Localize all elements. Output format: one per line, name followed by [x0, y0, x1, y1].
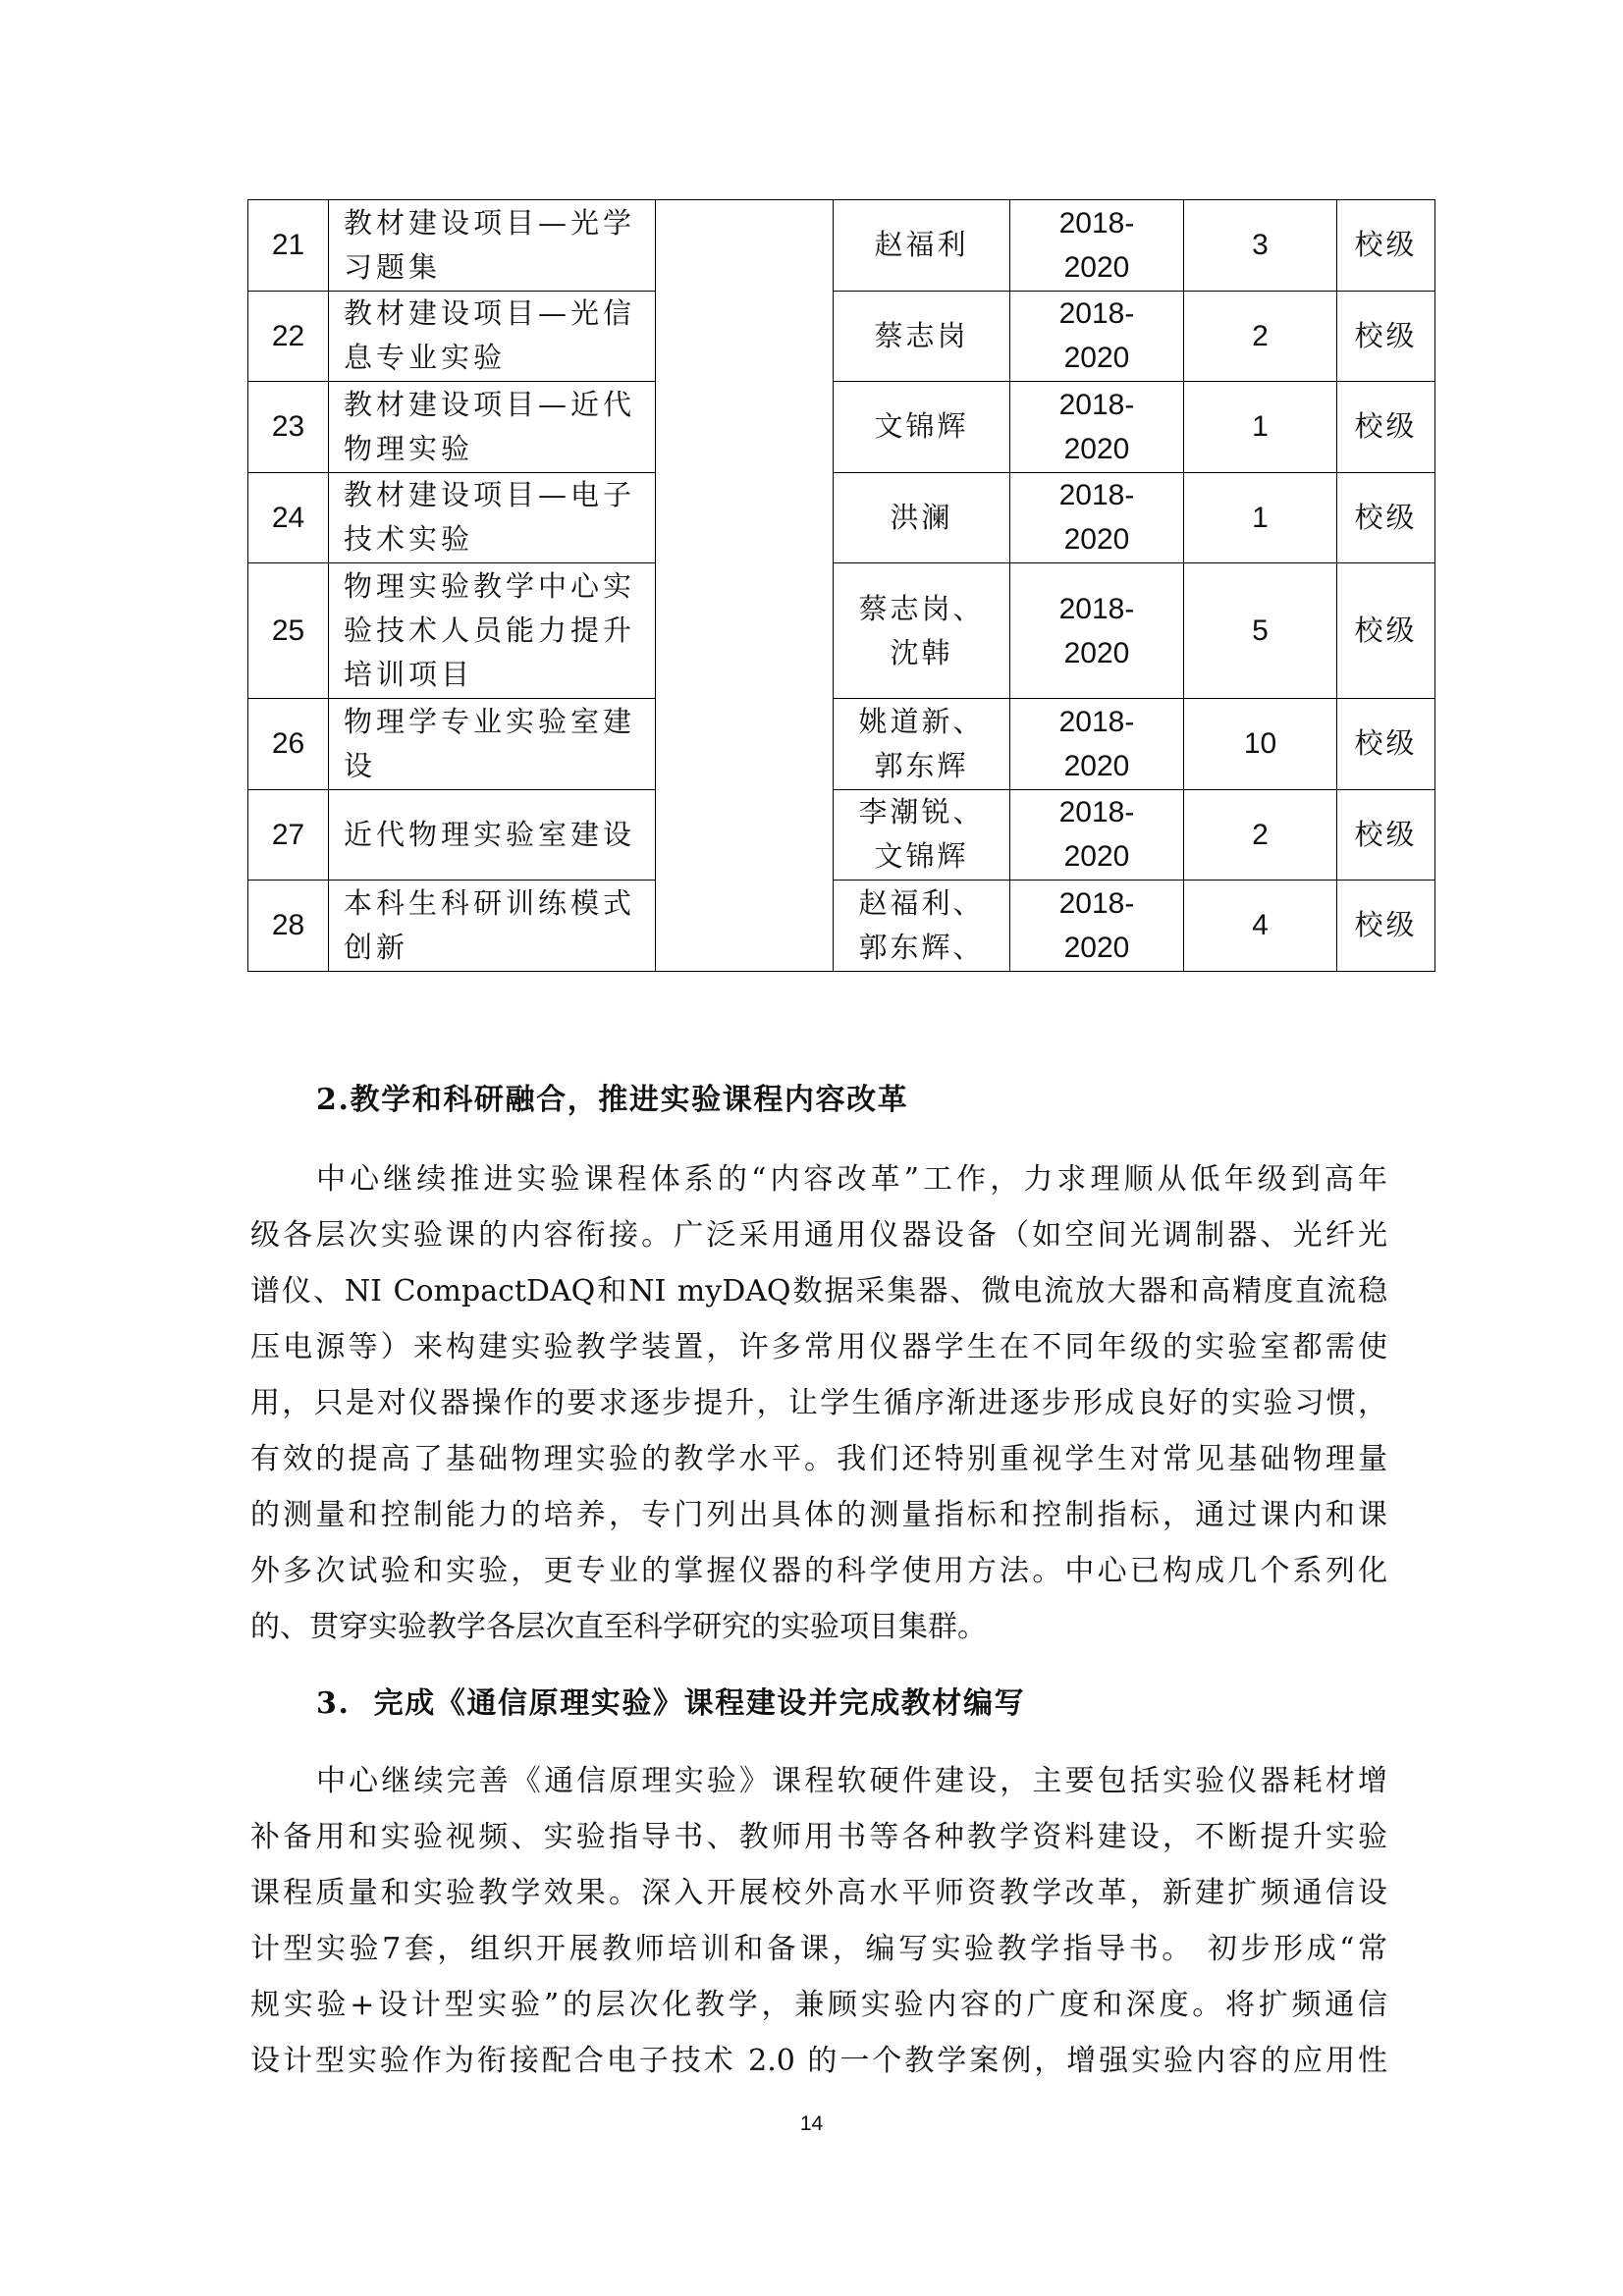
period-cell: [1010, 563, 1184, 699]
project-name-cell-line: 物理学专业实验室建: [344, 704, 636, 738]
leader-cell: [834, 789, 1010, 881]
table-row: [248, 699, 1435, 790]
row-number-cell: 24: [248, 472, 329, 563]
project-name-cell-line: 技术实验: [344, 522, 474, 557]
period-cell-line: 2018-: [1058, 705, 1135, 738]
leader-cell-line: 赵福利: [874, 228, 969, 262]
page-number: 14: [799, 2112, 824, 2135]
leader-cell-line: 李潮锐、: [858, 795, 985, 829]
section-paragraph: [250, 1151, 1387, 1655]
table-row: [248, 881, 1435, 972]
leader-cell: [834, 699, 1010, 790]
period-cell-line: 2018-: [1058, 206, 1135, 240]
project-name-cell-line: 教材建设项目—电子: [344, 478, 636, 512]
row-number-cell: 23: [248, 382, 329, 473]
amount-cell: 1: [1184, 472, 1337, 563]
section-communication-course: [250, 1676, 1387, 2089]
amount-cell: 10: [1184, 699, 1337, 790]
project-name-cell-line: 设: [344, 748, 377, 782]
project-table-body: [248, 200, 1435, 972]
project-name-cell: [329, 881, 656, 972]
amount-cell: 2: [1184, 789, 1337, 881]
project-name-cell-line: 物理实验教学中心实: [344, 569, 636, 603]
paragraph-line: 计型实验7套，组织开展教师培训和备课，编写实验教学指导书。 初步形成“常: [250, 1932, 1387, 1966]
leader-cell-line: 姚道新、: [858, 704, 985, 738]
amount-cell: 1: [1184, 382, 1337, 473]
paragraph-line: 外多次试验和实验，更专业的掌握仪器的科学使用方法。中心已构成几个系列化: [250, 1554, 1387, 1588]
leader-cell: [834, 382, 1010, 473]
project-name-cell: [329, 200, 656, 292]
project-table: [247, 199, 1435, 972]
level-cell: 校级: [1337, 699, 1435, 790]
level-cell: 校级: [1337, 291, 1435, 382]
project-name-cell-line: 教材建设项目—近代: [344, 387, 636, 421]
period-cell-line: 2018-: [1058, 592, 1135, 625]
section-heading: 3. 完成《通信原理实验》课程建设并完成教材编写: [316, 1686, 1026, 1721]
project-name-cell-line: 创新: [344, 930, 409, 964]
period-cell-line: 2020: [1063, 931, 1130, 964]
table-row: [248, 789, 1435, 881]
project-name-cell-line: 习题集: [344, 249, 442, 284]
period-cell-line: 2020: [1063, 250, 1130, 284]
paragraph-line: 规实验+设计型实验”的层次化教学，兼顾实验内容的广度和深度。将扩频通信: [250, 1988, 1387, 2022]
amount-cell: 2: [1184, 291, 1337, 382]
project-name-cell: [329, 789, 656, 881]
table-row: [248, 472, 1435, 563]
paragraph-line: 课程质量和实验教学效果。深入开展校外高水平师资教学改革，新建扩频通信设: [250, 1876, 1387, 1910]
leader-cell: [834, 291, 1010, 382]
project-name-cell: [329, 382, 656, 473]
project-name-cell-line: 培训项目: [344, 658, 474, 691]
project-name-cell: [329, 291, 656, 382]
period-cell: [1010, 472, 1184, 563]
paragraph-line: 级各层次实验课的内容衔接。广泛采用通用仪器设备（如空间光调制器、光纤光: [250, 1218, 1387, 1253]
period-cell: [1010, 291, 1184, 382]
leader-cell-line: 蔡志岗、: [858, 591, 985, 625]
period-cell: [1010, 200, 1184, 292]
leader-cell-line: 赵福利、: [858, 885, 985, 920]
project-name-cell-line: 近代物理实验室建设: [344, 817, 636, 851]
period-cell-line: 2020: [1063, 342, 1130, 375]
paragraph-line: 设计型实验作为衔接配合电子技术 2.0 的一个教学案例，增强实验内容的应用性: [250, 2044, 1387, 2078]
period-cell: [1010, 699, 1184, 790]
leader-cell: [834, 881, 1010, 972]
paragraph-line: 的测量和控制能力的培养，专门列出具体的测量指标和控制指标，通过课内和课: [250, 1498, 1387, 1532]
period-cell: [1010, 382, 1184, 473]
paragraph-line: 谱仪、NI CompactDAQ和NI myDAQ数据采集器、微电流放大器和高精度直流稳: [250, 1274, 1387, 1308]
level-cell: 校级: [1337, 200, 1435, 292]
paragraph-line: 有效的提高了基础物理实验的教学水平。我们还特别重视学生对常见基础物理量: [250, 1442, 1387, 1476]
period-cell-line: 2018-: [1058, 886, 1135, 920]
project-name-cell: [329, 699, 656, 790]
table-row: [248, 563, 1435, 699]
period-cell: [1010, 881, 1184, 972]
row-number-cell: 28: [248, 881, 329, 972]
level-cell: 校级: [1337, 881, 1435, 972]
section-teaching-research-integration: [250, 1072, 1387, 1655]
table-row: [248, 382, 1435, 473]
project-name-cell-line: 本科生科研训练模式: [344, 885, 636, 920]
level-cell: 校级: [1337, 563, 1435, 699]
level-cell: 校级: [1337, 382, 1435, 473]
row-number-cell: 21: [248, 200, 329, 292]
period-cell-line: 2018-: [1058, 479, 1135, 512]
level-cell: 校级: [1337, 789, 1435, 881]
table-row: [248, 200, 1435, 292]
leader-cell-line: 沈韩: [890, 635, 953, 669]
leader-cell: [834, 200, 1010, 292]
project-name-cell-line: 物理实验: [344, 431, 474, 465]
period-cell-line: 2018-: [1058, 388, 1135, 421]
leader-cell-line: 文锦辉: [874, 839, 969, 874]
period-cell-line: 2018-: [1058, 796, 1135, 829]
period-cell-line: 2020: [1063, 523, 1130, 557]
period-cell-line: 2020: [1063, 840, 1130, 874]
section-heading: 2.教学和科研融合，推进实验课程内容改革: [316, 1083, 909, 1117]
leader-cell: [834, 472, 1010, 563]
period-cell-line: 2018-: [1058, 297, 1135, 331]
amount-cell: 3: [1184, 200, 1337, 292]
row-number-cell: 27: [248, 789, 329, 881]
period-cell: [1010, 789, 1184, 881]
level-cell: 校级: [1337, 472, 1435, 563]
paragraph-line: 压电源等）来构建实验教学装置，许多常用仪器学生在不同年级的实验室都需使: [250, 1330, 1387, 1364]
merged-blank-cell: [656, 200, 834, 972]
row-number-cell: 26: [248, 699, 329, 790]
paragraph-line: 补备用和实验视频、实验指导书、教师用书等各种教学资料建设，不断提升实验: [250, 1820, 1387, 1854]
leader-cell: [834, 563, 1010, 699]
period-cell-line: 2020: [1063, 749, 1130, 782]
amount-cell: 4: [1184, 881, 1337, 972]
amount-cell: 5: [1184, 563, 1337, 699]
project-name-cell-line: 教材建设项目—光信: [344, 296, 636, 331]
paragraph-line: 中心继续完善《通信原理实验》课程软硬件建设，主要包括实验仪器耗材增: [316, 1764, 1387, 1798]
paragraph-line: 中心继续推进实验课程体系的“内容改革”工作，力求理顺从低年级到高年: [316, 1162, 1387, 1197]
project-name-cell: [329, 563, 656, 699]
project-name-cell: [329, 472, 656, 563]
project-name-cell-line: 教材建设项目—光学: [344, 205, 636, 240]
leader-cell-line: 文锦辉: [874, 409, 969, 444]
project-name-cell-line: 验技术人员能力提升: [344, 614, 636, 647]
period-cell-line: 2020: [1063, 636, 1130, 669]
paragraph-line: 的、贯穿实验教学各层次直至科学研究的实验项目集群。: [250, 1610, 987, 1644]
leader-cell-line: 蔡志岗: [874, 318, 969, 352]
table-row: [248, 291, 1435, 382]
leader-cell-line: 郭东辉、: [858, 930, 985, 964]
row-number-cell: 22: [248, 291, 329, 382]
section-paragraph: [250, 1753, 1387, 2089]
paragraph-line: 用，只是对仪器操作的要求逐步提升，让学生循序渐进逐步形成良好的实验习惯，: [250, 1386, 1387, 1420]
project-name-cell-line: 息专业实验: [344, 341, 507, 375]
leader-cell-line: 郭东辉: [874, 748, 969, 782]
leader-cell-line: 洪澜: [890, 500, 953, 534]
row-number-cell: 25: [248, 563, 329, 699]
period-cell-line: 2020: [1063, 432, 1130, 465]
